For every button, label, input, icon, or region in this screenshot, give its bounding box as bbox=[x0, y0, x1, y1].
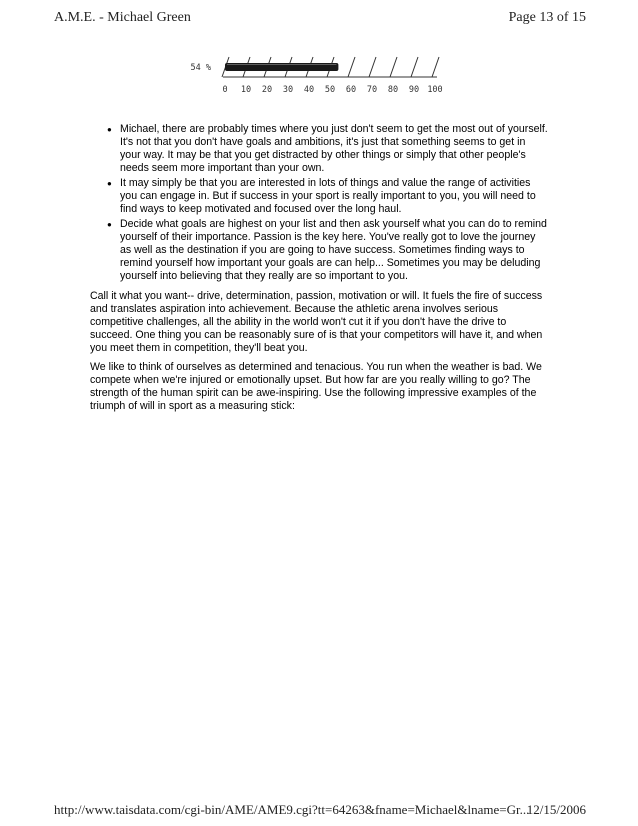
gauge-tick-label: 10 bbox=[240, 85, 252, 95]
footer-date: 12/15/2006 bbox=[526, 802, 586, 817]
page-number: Page 13 of 15 bbox=[508, 10, 586, 25]
list-item: ● Michael, there are probably times where you just don't seem to get the most out of yourself. It's not that you don't have goals and ambitions, it's just that something seems to get in your way. It may be that you get distracted by other things or simply that other people's needs seem more important than your own. bbox=[120, 123, 548, 175]
gauge-tick-label: 50 bbox=[324, 85, 336, 95]
gauge-tick bbox=[411, 57, 418, 77]
gauge-tick-label: 30 bbox=[282, 85, 294, 95]
list-item: ● Decide what goals are highest on your list and then ask yourself what you can do to remind yourself of their importance. Passion is the key here. You've really got to love the journey as well as the destination if you are going to have success. Sometimes finding ways to remind yourself how important your goals are can help... Sometimes you may be deluding yourself into believing that they really are so important to you. bbox=[120, 218, 548, 283]
gauge-tick-label: 80 bbox=[387, 85, 399, 95]
paragraph: Call it what you want-- drive, determination, passion, motivation or will. It fuels the fire of success and translates aspiration into achievement. Because the athletic arena involves serious competitive challenges, all the ability in the world won't cut it if you don't have the drive to succeed. One thing you can be reasonably sure of is that your competitors will have it, and when you meet them in competition, they'll beat you. bbox=[90, 290, 543, 354]
progress-gauge bbox=[185, 52, 455, 100]
gauge-tick-label: 60 bbox=[345, 85, 357, 95]
gauge-percent-label: 54 % bbox=[190, 63, 211, 73]
gauge-tick-label: 0 bbox=[222, 85, 228, 95]
paragraph: We like to think of ourselves as determined and tenacious. You run when the weather is bad. We compete when we're injured or emotionally upset. But how far are you really willing to go? The strength of the human spirit can be awe-inspiring. Use the following impressive examples of the triumph of will in sport as a measuring stick: bbox=[90, 361, 542, 412]
gauge-tick-label: 70 bbox=[366, 85, 378, 95]
page-header-title: A.M.E. - Michael Green bbox=[54, 10, 191, 25]
gauge-tick-label: 100 bbox=[427, 85, 443, 95]
list-item: ● It may simply be that you are interested in lots of things and value the range of activities you can engage in. But if success in your sport is really important to you, you will need to find ways to keep motivated and focused over the long haul. bbox=[120, 177, 548, 216]
gauge-tick-label: 20 bbox=[261, 85, 273, 95]
gauge-tick bbox=[348, 57, 355, 77]
gauge-tick bbox=[432, 57, 439, 77]
gauge-tick-label: 90 bbox=[408, 85, 420, 95]
tips-list bbox=[90, 123, 548, 283]
tips-section bbox=[90, 123, 548, 285]
gauge-tick-label: 40 bbox=[303, 85, 315, 95]
body-text bbox=[90, 361, 548, 413]
footer-url: http://www.taisdata.com/cgi-bin/AME/AME9.cgi?tt=64263&fname=Michael&lname=Gr... bbox=[54, 802, 530, 817]
body-text bbox=[90, 290, 548, 355]
gauge-tick bbox=[390, 57, 397, 77]
gauge-tick bbox=[369, 57, 376, 77]
